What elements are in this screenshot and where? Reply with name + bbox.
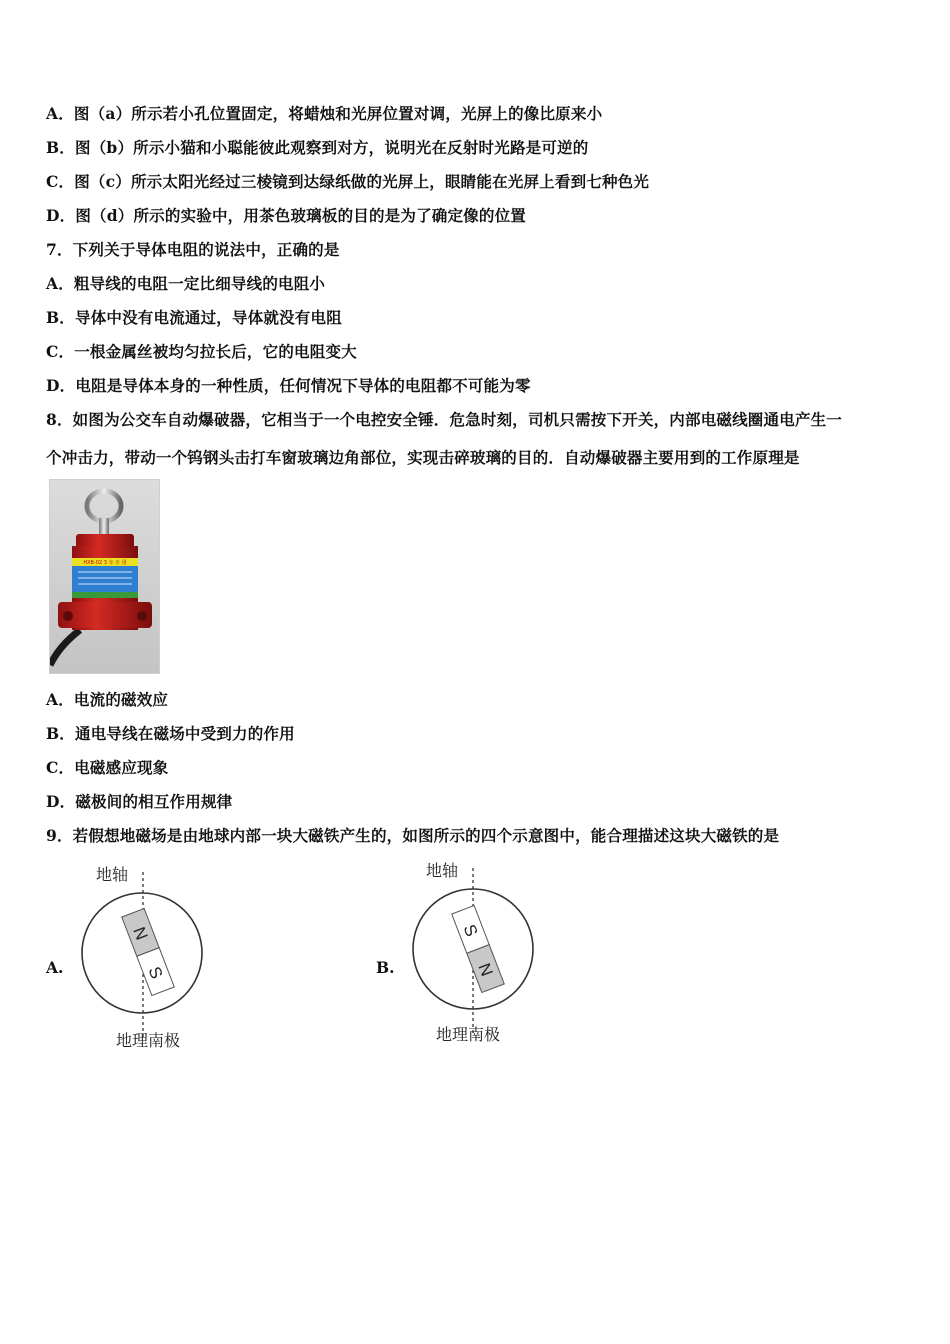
q7-question: 7．下列关于导体电阻的说法中，正确的是 <box>46 240 340 259</box>
q6-option-c: C．图（c）所示太阳光经过三棱镜到达绿纸做的光屏上，眼睛能在光屏上看到七种色光 <box>46 172 650 191</box>
pole-label: 地理南极 <box>116 1031 181 1050</box>
q6-option-a: A．图（a）所示若小孔位置固定，将蜡烛和光屏位置对调，光屏上的像比原来小 <box>46 104 603 123</box>
q8-option-b: B．通电导线在磁场中受到力的作用 <box>46 724 295 743</box>
pole-label: 地理南极 <box>436 1025 501 1044</box>
q9-figure-b <box>406 854 546 1054</box>
q8-question-line1: 8．如图为公交车自动爆破器，它相当于一个电控安全锤．危急时刻，司机只需按下开关，内部电磁线圈通电产生一 <box>46 410 842 429</box>
q6-option-b: B．图（b）所示小猫和小聪能彼此观察到对方，说明光在反射时光路是可逆的 <box>46 138 589 157</box>
breaker-label-text: HXB-02 3 车 专 用 <box>83 560 127 566</box>
magnet-top-pole: S <box>459 921 482 940</box>
q7-option-b: B．导体中没有电流通过，导体就没有电阻 <box>46 308 342 327</box>
axis-label: 地轴 <box>96 865 129 884</box>
q9-question: 9．若假想地磁场是由地球内部一块大磁铁产生的，如图所示的四个示意图中，能合理描述这块大磁铁的是 <box>46 826 780 845</box>
emergency-breaker-photo <box>49 479 160 674</box>
axis-label: 地轴 <box>426 861 459 880</box>
magnet-bottom-pole: S <box>144 964 167 982</box>
q7-option-d: D．电阻是导体本身的一种性质，任何情况下导体的电阻都不可能为零 <box>46 376 531 395</box>
q9-figure-a <box>76 858 216 1058</box>
q9-figure-b-label: B. <box>376 958 395 977</box>
q7-option-c: C．一根金属丝被均匀拉长后，它的电阻变大 <box>46 342 357 361</box>
magnet-bottom-pole: N <box>474 960 497 979</box>
q6-option-d: D．图（d）所示的实验中，用茶色玻璃板的目的是为了确定像的位置 <box>46 206 526 225</box>
magnet-top-pole: N <box>129 924 152 943</box>
q7-option-a: A．粗导线的电阻一定比细导线的电阻小 <box>46 274 326 293</box>
q8-option-c: C．电磁感应现象 <box>46 758 169 777</box>
q8-option-d: D．磁极间的相互作用规律 <box>46 792 233 811</box>
q8-option-a: A．电流的磁效应 <box>46 690 169 709</box>
q8-question-line2: 个冲击力，带动一个钨钢头击打车窗玻璃边角部位，实现击碎玻璃的目的．自动爆破器主要用到的工作原理是 <box>46 448 800 467</box>
q9-figure-a-label: A. <box>46 958 64 977</box>
